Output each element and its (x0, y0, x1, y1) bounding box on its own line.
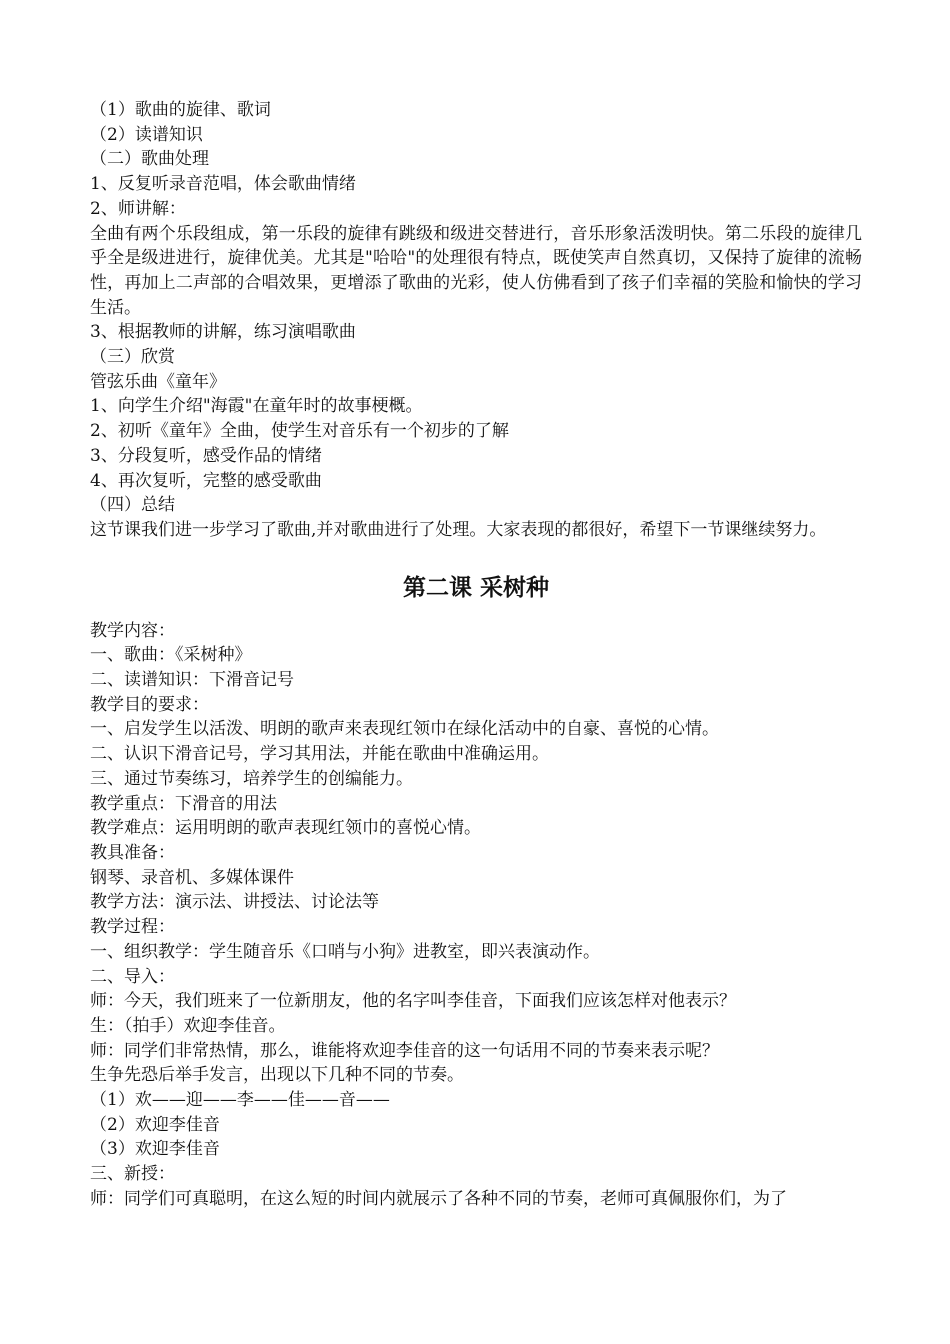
text-line: 2、初听《童年》全曲，使学生对音乐有一个初步的了解 (90, 421, 509, 442)
text-line: 生：（拍手）欢迎李佳音。 (90, 1015, 286, 1036)
text-line: 教学过程： (90, 917, 175, 938)
summary-paragraph: 这节课我们进一步学习了歌曲,并对歌曲进行了处理。大家表现的都很好，希望下一节课继续努力。 (90, 519, 827, 540)
lesson-title: 第二课 采树种 (402, 573, 549, 601)
text-line: （1）欢——迎——李——佳——音—— (90, 1090, 390, 1111)
text-line: 教具准备： (90, 842, 175, 863)
text-line: 管弦乐曲《童年》 (90, 371, 226, 392)
text-line: 3、分段复听，感受作品的情绪 (90, 445, 322, 466)
text-line: 1、向学生介绍"海霞"在童年时的故事梗概。 (90, 396, 423, 417)
text-line: 教学方法：演示法、讲授法、讨论法等 (90, 892, 379, 913)
text-line: （三）欣赏 (90, 347, 175, 368)
text-line: 二、读谱知识：下滑音记号 (90, 670, 294, 691)
text-line: （3）欢迎李佳音 (90, 1139, 220, 1160)
text-line: 三、通过节奏练习，培养学生的创编能力。 (90, 768, 413, 789)
text-line: 教学内容： (90, 620, 175, 641)
text-line: （二）歌曲处理 (90, 149, 209, 170)
text-line: （2）读谱知识 (90, 124, 203, 145)
text-line: 教学难点：运用明朗的歌声表现红领巾的喜悦心情。 (90, 818, 481, 839)
text-line: 4、再次复听，完整的感受歌曲 (90, 470, 322, 491)
text-line: 师：同学们非常热情，那么，谁能将欢迎李佳音的这一句话用不同的节奏来表示呢？ (90, 1040, 719, 1061)
text-line: 生争先恐后举手发言，出现以下几种不同的节奏。 (90, 1065, 464, 1086)
text-line: 三、新授： (90, 1164, 175, 1185)
text-line: 师：同学们可真聪明，在这么短的时间内就展示了各种不同的节奏，老师可真佩服你们，为了 (90, 1188, 787, 1209)
text-line: 教学目的要求： (90, 694, 209, 715)
text-line: 二、认识下滑音记号，学习其用法，并能在歌曲中准确运用。 (90, 744, 549, 765)
text-line: 3、根据教师的讲解，练习演唱歌曲 (90, 322, 356, 343)
text-line: 钢琴、录音机、多媒体课件 (90, 867, 294, 888)
text-line: 教学重点：下滑音的用法 (90, 793, 277, 814)
text-line: （2）欢迎李佳音 (90, 1114, 220, 1135)
text-line: 一、组织教学：学生随音乐《口哨与小狗》进教室，即兴表演动作。 (90, 941, 600, 962)
lesson2-body (90, 619, 862, 1212)
text-line: 二、导入： (90, 966, 175, 987)
text-line: 一、歌曲：《采树种》 (90, 645, 252, 666)
text-line: 2、师讲解： (90, 198, 186, 219)
document-page (90, 98, 862, 1212)
text-line: 师：今天，我们班来了一位新朋友，他的名字叫李佳音，下面我们应该怎样对他表示？ (90, 991, 736, 1012)
text-line: （1）歌曲的旋律、歌词 (90, 100, 271, 120)
text-line: 1、反复听录音范唱，体会歌曲情绪 (90, 174, 356, 195)
text-line: （四）总结 (90, 495, 175, 516)
text-line: 一、启发学生以活泼、明朗的歌声来表现红领巾在绿化活动中的自豪、喜悦的心情。 (90, 719, 719, 740)
explanation-paragraph: 全曲有两个乐段组成，第一乐段的旋律有跳级和级进交替进行，音乐形象活泼明快。第二乐段的旋律几乎全是级进进行，旋律优美。尤其是"哈哈"的处理很有特点，既使笑声自然真切，又保持了旋律的流畅性，再加上二声部的合唱效果，更增添了歌曲的光彩，使人仿佛看到了孩子们幸福的笑脸和愉快的学习生活。 (90, 223, 862, 318)
